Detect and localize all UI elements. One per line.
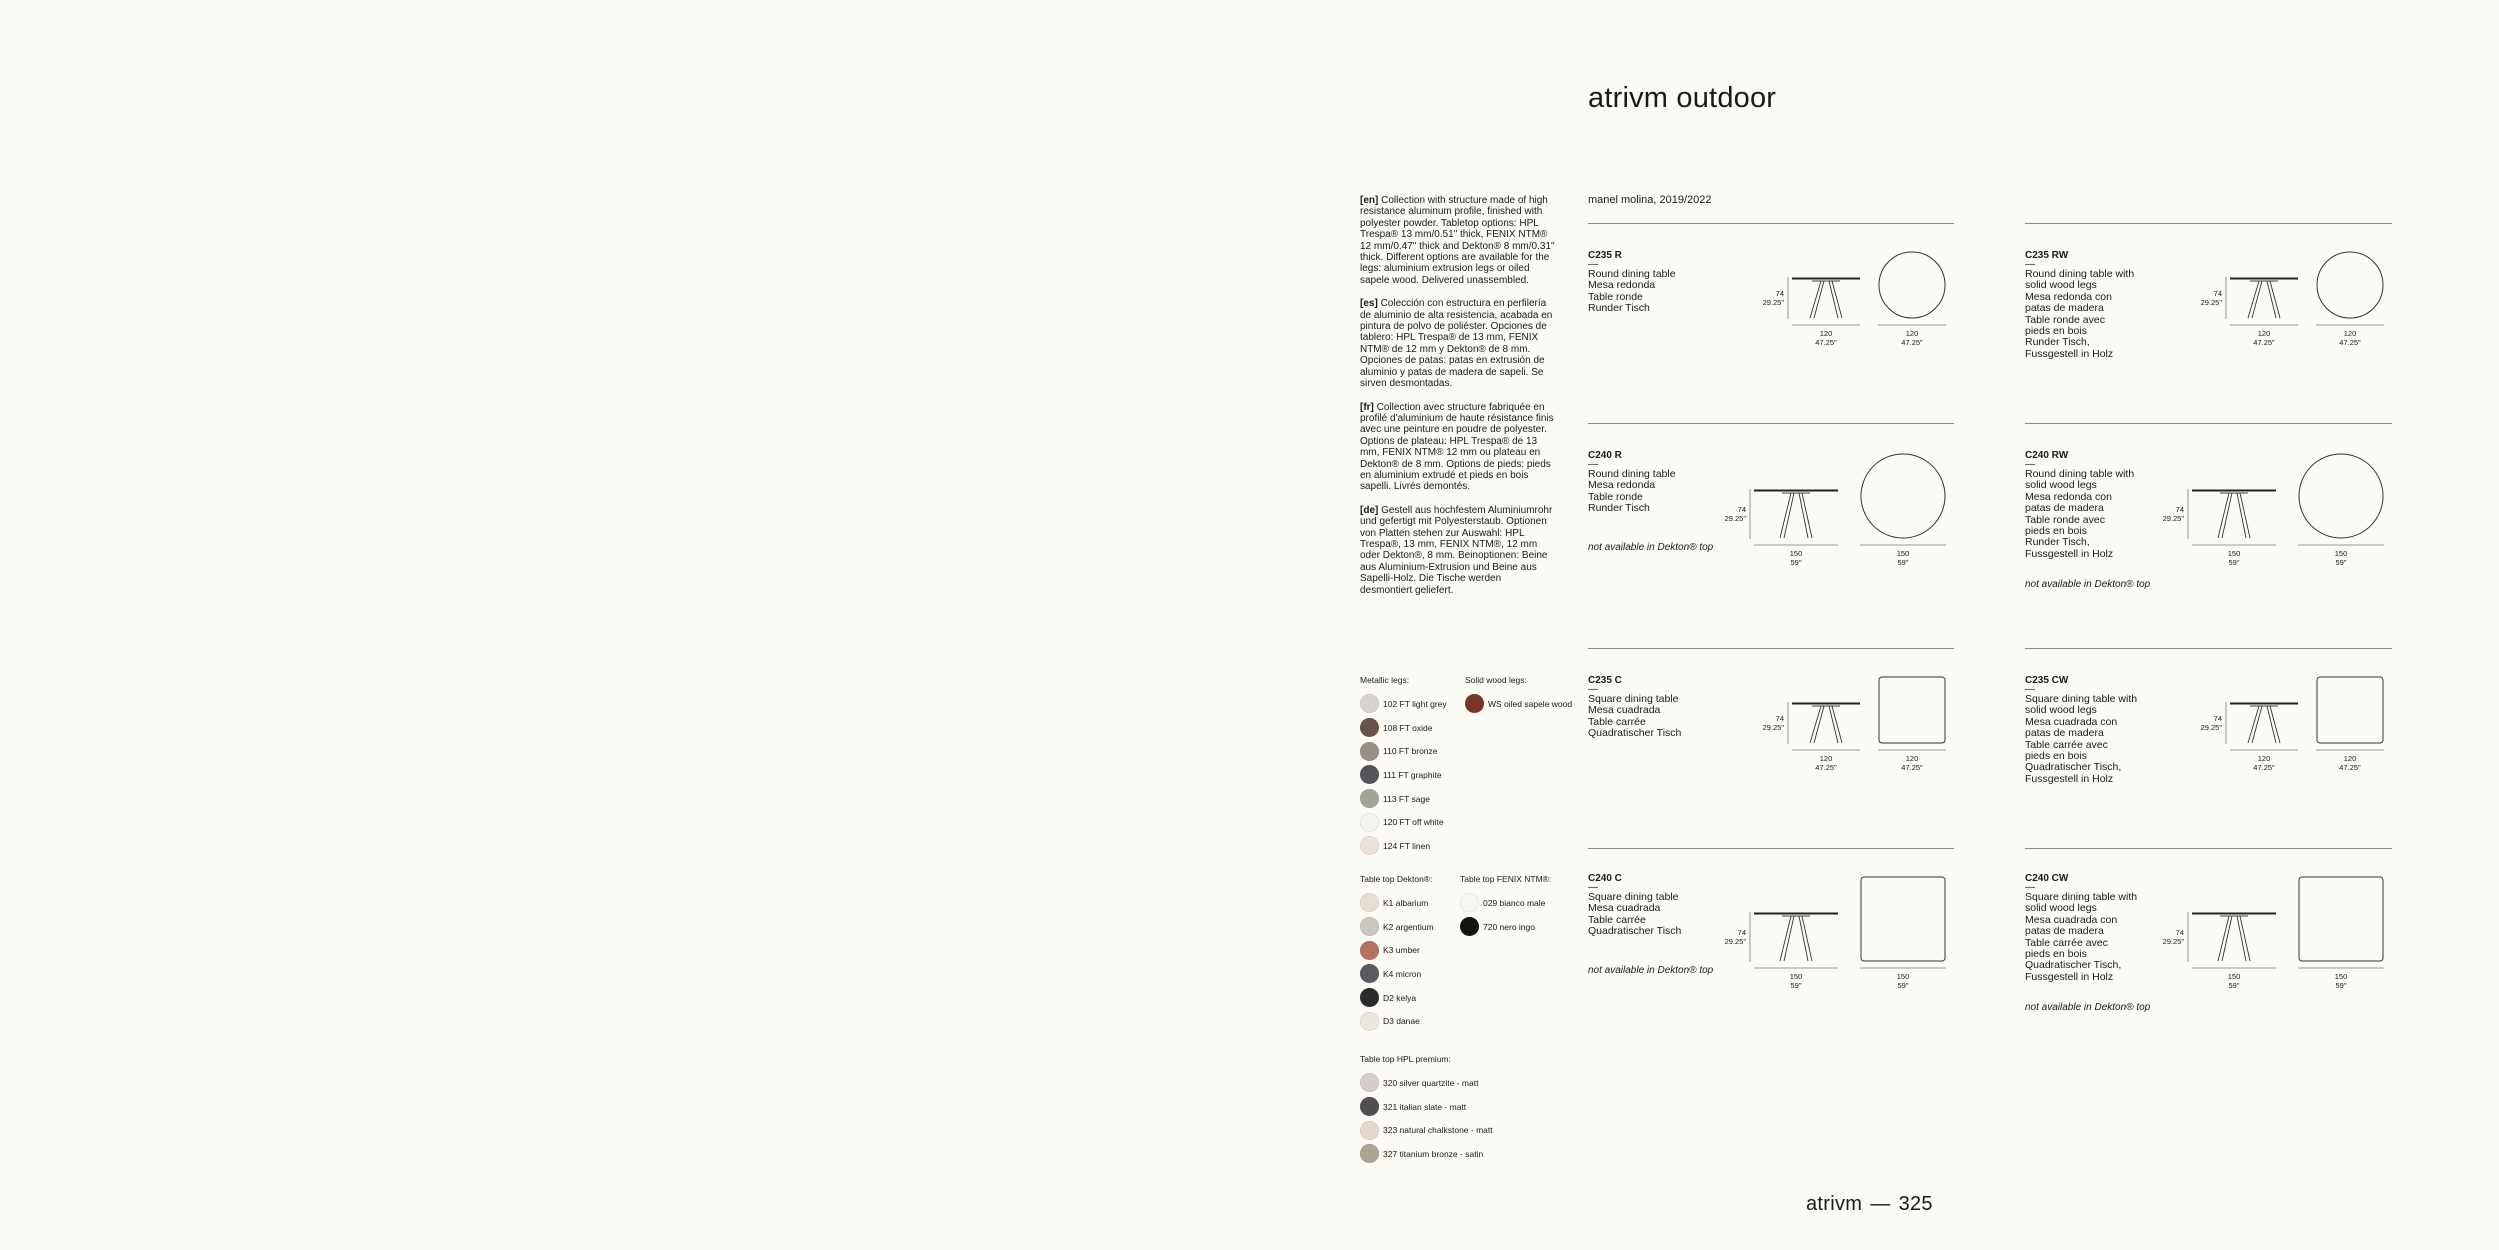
finish-label: K3 umber (1383, 945, 1420, 956)
color-swatch-dot (1360, 917, 1379, 936)
dimension-value: 47.25" (2253, 338, 2275, 347)
product-name-line: Mesa redonda (1588, 479, 1656, 492)
product-dash: — (1588, 459, 1598, 470)
width-marker (2298, 543, 2384, 547)
color-swatch-dot (1360, 694, 1379, 713)
product-name-line: pieds en bois (2025, 525, 2087, 538)
product-name-line: pieds en bois (2025, 948, 2087, 961)
footer-brand: atrivm (1806, 1193, 1863, 1215)
height-marker (1786, 702, 1790, 744)
product-name-line: Quadratischer Tisch (1588, 727, 1682, 740)
product-dash: — (1588, 882, 1598, 893)
dimension-value: 59" (2228, 981, 2240, 990)
availability-note: not available in Dekton® top (1588, 541, 1714, 553)
round-top-view (2316, 251, 2384, 319)
dimension-value: 29.25" (1724, 937, 1746, 946)
width-dimension (2316, 754, 2384, 772)
finish-label: 320 silver quartzite - matt (1383, 1077, 1479, 1088)
height-marker (1786, 277, 1790, 319)
dimension-value: 47.25" (1815, 763, 1837, 772)
product-name-line: Mesa cuadrada con (2025, 913, 2118, 926)
product-dash: — (2025, 882, 2035, 893)
finish-swatch (1360, 1142, 1493, 1166)
finish-group-heading: Table top Dekton®: (1360, 874, 1433, 884)
finish-swatch (1360, 986, 1434, 1010)
dimension-value: 74 (1737, 928, 1746, 937)
product-name-line: Mesa redonda con (2025, 490, 2112, 503)
table-side-view (1754, 912, 1838, 962)
dimension-value: 29.25" (2162, 514, 2184, 523)
color-swatch-dot (1360, 742, 1379, 761)
width-dimension (1792, 329, 1860, 347)
finish-label: 720 nero ingo (1483, 921, 1535, 932)
description-column (1360, 195, 1556, 608)
product-dash: — (2025, 259, 2035, 270)
dimension-value: 150 (1789, 549, 1803, 558)
page-number: 325 (1898, 1193, 1933, 1215)
dimension-value: 29.25" (2200, 723, 2222, 732)
finish-swatch (1465, 692, 1572, 716)
finish-swatch (1360, 716, 1447, 740)
product-names (2025, 892, 2137, 983)
description-fr: [fr] Collection avec structure fabriquée en profilé d'aluminium de haute résistance finis avec une peinture en poudre de polyester. Options de plateau: HPL Trespa® de 13 mm, FENIX NTM® 12 mm ou plateau en Dekton® de 8 mm. Options de pieds: pieds en aluminium extrudé et pieds en bois sapelli. Livrés demontés. (1360, 401, 1554, 493)
finish-label: K1 albarium (1383, 897, 1429, 908)
finish-label: 327 titanium bronze - satin (1383, 1148, 1484, 1159)
product-name-line: Fussgestell in Holz (2025, 347, 2114, 360)
dimension-value: 120 (2343, 329, 2357, 338)
dimension-value: 47.25" (1815, 338, 1837, 347)
dimension-value: 29.25" (1762, 298, 1784, 307)
dimension-value: 74 (2213, 714, 2222, 723)
height-dimension (2192, 289, 2222, 307)
availability-note: not available in Dekton® top (2025, 579, 2151, 591)
finish-group-heading: Table top FENIX NTM®: (1460, 874, 1552, 884)
product-code: C235 C (1588, 675, 1622, 686)
color-swatch-dot (1360, 836, 1379, 855)
page-footer (1806, 1193, 1933, 1216)
dimension-value: 120 (1819, 754, 1833, 763)
product-names (2025, 469, 2134, 560)
product-name-line: Square dining table with (2025, 891, 2138, 903)
color-swatch-dot (1360, 718, 1379, 737)
product-name-line: Table carrée avec (2025, 936, 2108, 949)
finish-swatch (1360, 834, 1447, 858)
finish-label: K2 argentium (1383, 921, 1434, 932)
dimension-value: 29.25" (1762, 723, 1784, 732)
table-side-view (2230, 277, 2298, 319)
dimension-value: 120 (1905, 754, 1919, 763)
table-side-view (2192, 912, 2276, 962)
product-name-line: solid wood legs (2025, 479, 2097, 492)
finish-label: WS oiled sapele wood (1488, 698, 1573, 709)
product-name-line: Round dining table (1588, 468, 1676, 480)
square-top-view (1860, 876, 1946, 962)
finish-group-metallic (1360, 675, 1447, 858)
product-code: C235 R (1588, 250, 1622, 261)
dimension-value: 74 (2175, 505, 2184, 514)
finish-group-wood (1465, 675, 1572, 716)
product-name-line: Mesa cuadrada con (2025, 715, 2118, 728)
width-marker (1878, 748, 1946, 752)
product-names (1588, 892, 1681, 938)
section-divider (2025, 223, 2392, 224)
finish-label: 120 FT off white (1383, 817, 1444, 828)
height-marker (2186, 489, 2190, 539)
finish-label: 102 FT light grey (1383, 698, 1447, 709)
section-divider (2025, 423, 2392, 424)
dimension-value: 150 (2334, 549, 2348, 558)
finish-label: D3 danae (1383, 1016, 1420, 1027)
finish-swatch (1360, 915, 1434, 939)
dimension-value: 74 (1775, 289, 1784, 298)
width-marker (2230, 748, 2298, 752)
product-name-line: solid wood legs (2025, 902, 2097, 915)
finish-swatch (1460, 891, 1551, 915)
height-marker (2224, 702, 2228, 744)
product-name-line: patas de madera (2025, 727, 2104, 740)
color-swatch-dot (1360, 1097, 1379, 1116)
height-dimension (2154, 505, 2184, 523)
finish-swatch (1360, 1095, 1493, 1119)
table-side-view (1792, 277, 1860, 319)
dimension-value: 74 (1737, 505, 1746, 514)
dimension-value: 59" (1897, 558, 1909, 567)
finish-group-hpl (1360, 1054, 1493, 1166)
footer-separator: — (1870, 1193, 1891, 1215)
height-dimension (2154, 928, 2184, 946)
product-name-line: pieds en bois (2025, 325, 2087, 338)
table-side-view (1754, 489, 1838, 539)
product-name-line: Mesa cuadrada (1588, 704, 1661, 717)
dimension-value: 150 (2227, 972, 2241, 981)
section-divider (2025, 848, 2392, 849)
product-code: C240 CW (2025, 873, 2069, 884)
color-swatch-dot (1360, 813, 1379, 832)
product-names (1588, 694, 1681, 740)
width-dimension (1878, 329, 1946, 347)
width-dimension (1860, 549, 1946, 567)
product-name-line: Table ronde avec (2025, 313, 2105, 326)
finish-swatch (1360, 1118, 1493, 1142)
dimension-value: 47.25" (2339, 763, 2361, 772)
product-name-line: Round dining table with (2025, 468, 2135, 480)
product-name-line: Fussgestell in Holz (2025, 970, 2114, 983)
dimension-value: 59" (1790, 558, 1802, 567)
description-en: [en] Collection with structure made of high resistance aluminum profile, finished with polyester powder. Tabletop options: HPL Trespa® 13 mm/0.51" thick, FENIX NTM® 12 mm/0.47" thick and Dekton® 8 mm/0.31" thick. Different options are available for the legs: aluminium extrusion legs or oiled sapele wood. Delivered unassembled. (1360, 195, 1555, 286)
product-code: C235 RW (2025, 250, 2069, 261)
color-swatch-dot (1360, 1073, 1379, 1092)
product-name-line: Fussgestell in Holz (2025, 547, 2114, 560)
product-code: C240 C (1588, 873, 1622, 884)
width-marker (1860, 543, 1946, 547)
dimension-value: 29.25" (2162, 937, 2184, 946)
color-swatch-dot (1360, 941, 1379, 960)
round-top-view (1860, 453, 1946, 539)
dimension-value: 29.25" (2200, 298, 2222, 307)
product-c240-r (1588, 450, 1676, 515)
finish-group-fenix (1460, 874, 1551, 938)
product-dash: — (2025, 459, 2035, 470)
width-dimension (2230, 754, 2298, 772)
page-title: atrivm outdoor (1588, 82, 1777, 114)
dimension-value: 150 (2227, 549, 2241, 558)
height-dimension (1754, 714, 1784, 732)
square-top-view (2316, 676, 2384, 744)
width-marker (2316, 748, 2384, 752)
product-name-line: patas de madera (2025, 302, 2104, 315)
dimension-value: 47.25" (2339, 338, 2361, 347)
finish-label: 111 FT graphite (1383, 769, 1442, 780)
color-swatch-dot (1360, 988, 1379, 1007)
product-name-line: Table ronde (1588, 490, 1643, 503)
width-dimension (1878, 754, 1946, 772)
dimension-value: 74 (1775, 714, 1784, 723)
finish-group-heading: Metallic legs: (1360, 675, 1410, 685)
designer-credit: manel molina, 2019/2022 (1588, 194, 1712, 206)
finish-swatch (1360, 739, 1447, 763)
width-marker (2316, 323, 2384, 327)
dimension-value: 59" (2228, 558, 2240, 567)
dimension-value: 47.25" (1901, 763, 1923, 772)
product-name-line: Table ronde avec (2025, 513, 2105, 526)
finish-group-heading: Solid wood legs: (1465, 675, 1527, 685)
color-swatch-dot (1460, 893, 1479, 912)
product-c235-cw (2025, 675, 2137, 785)
color-swatch-dot (1360, 893, 1379, 912)
height-marker (1748, 489, 1752, 539)
table-side-view (2192, 489, 2276, 539)
finish-swatch (1460, 915, 1551, 939)
product-dash: — (1588, 259, 1598, 270)
round-top-view (2298, 453, 2384, 539)
width-dimension (2192, 549, 2276, 567)
width-dimension (1792, 754, 1860, 772)
height-marker (2224, 277, 2228, 319)
finish-swatch (1360, 938, 1434, 962)
dimension-value: 47.25" (1901, 338, 1923, 347)
finish-group-heading: Table top HPL premium: (1360, 1054, 1451, 1064)
finish-swatch (1360, 891, 1434, 915)
width-dimension (1860, 972, 1946, 990)
height-dimension (1754, 289, 1784, 307)
dimension-value: 150 (1896, 972, 1910, 981)
product-name-line: Square dining table (1588, 693, 1679, 705)
width-marker (2298, 966, 2384, 970)
dimension-value: 150 (1896, 549, 1910, 558)
section-divider (1588, 648, 1954, 649)
dimension-value: 150 (2334, 972, 2348, 981)
width-dimension (2298, 972, 2384, 990)
product-name-line: solid wood legs (2025, 279, 2097, 292)
color-swatch-dot (1360, 1121, 1379, 1140)
finish-label: 110 FT bronze (1383, 746, 1438, 757)
product-name-line: Runder Tisch (1588, 502, 1650, 515)
description-es: [es] Colección con estructura en perfilería de aluminio de alta resistencia, acabada en pintura de polvo de poliéster. Opciones de tablero: HPL Trespa® de 13 mm, FENIX NTM® de 12 mm y Dekton® de 8 mm. Opciones de patas: patas en extrusión de aluminio y patas de madera de sapeli. Se sirven desmontadas. (1360, 298, 1553, 390)
width-dimension (1754, 549, 1838, 567)
product-dash: — (1588, 684, 1598, 695)
product-code: C240 RW (2025, 450, 2069, 461)
width-marker (1860, 966, 1946, 970)
product-names (1588, 269, 1676, 315)
description-de: [de] Gestell aus hochfestem Aluminiumrohr und gefertigt mit Polyesterstaub. Optionen von Platten stehen zur Auswahl: HPL Trespa®, 13 mm, FENIX NTM®, 12 mm oder Dekton®, 8 mm. Beinoptionen: Beine aus Aluminium-Extrusion und Beine aus Sapelli-Holz. Die Tische werden desmontiert geliefert. (1360, 504, 1553, 596)
color-swatch-dot (1460, 917, 1479, 936)
product-name-line: pieds en bois (2025, 750, 2087, 763)
product-name-line: Table carrée avec (2025, 738, 2108, 751)
product-names (2025, 694, 2137, 785)
width-dimension (2298, 549, 2384, 567)
width-dimension (2230, 329, 2298, 347)
color-swatch-dot (1360, 1012, 1379, 1031)
product-name-line: Round dining table (1588, 268, 1676, 280)
product-name-line: Fussgestell in Holz (2025, 772, 2114, 785)
color-swatch-dot (1360, 765, 1379, 784)
finish-swatch (1360, 763, 1447, 787)
dimension-value: 120 (2257, 329, 2271, 338)
product-c240-c (1588, 873, 1681, 938)
height-dimension (2192, 714, 2222, 732)
product-name-line: Quadratischer Tisch, (2025, 761, 2122, 774)
dimension-value: 74 (2213, 289, 2222, 298)
finish-label: 108 FT oxide (1383, 722, 1433, 733)
round-top-view (1878, 251, 1946, 319)
width-dimension (2192, 972, 2276, 990)
product-name-line: Mesa redonda con (2025, 290, 2112, 303)
square-top-view (1878, 676, 1946, 744)
dimension-value: 47.25" (2253, 763, 2275, 772)
dimension-value: 59" (1897, 981, 1909, 990)
product-name-line: Runder Tisch, (2025, 536, 2090, 549)
width-marker (1754, 543, 1838, 547)
dimension-value: 150 (1789, 972, 1803, 981)
dimension-value: 59" (2335, 558, 2347, 567)
product-c235-r (1588, 250, 1676, 315)
finish-label: D2 kelya (1383, 992, 1417, 1003)
height-dimension (1716, 505, 1746, 523)
product-name-line: Round dining table with (2025, 268, 2135, 280)
product-name-line: Table ronde (1588, 290, 1643, 303)
height-dimension (1716, 928, 1746, 946)
width-marker (1792, 748, 1860, 752)
width-marker (2192, 966, 2276, 970)
product-name-line: Quadratischer Tisch (1588, 925, 1682, 938)
finish-label: 321 italian slate - matt (1383, 1101, 1467, 1112)
finish-swatch (1360, 1009, 1434, 1033)
availability-note: not available in Dekton® top (1588, 964, 1714, 976)
width-marker (2230, 323, 2298, 327)
finish-swatch (1360, 810, 1447, 834)
color-swatch-dot (1360, 1144, 1379, 1163)
dimension-value: 59" (1790, 981, 1802, 990)
dimension-value: 59" (2335, 981, 2347, 990)
dimension-value: 120 (1905, 329, 1919, 338)
height-marker (1748, 912, 1752, 962)
color-swatch-dot (1360, 964, 1379, 983)
product-name-line: patas de madera (2025, 502, 2104, 515)
product-code: C235 CW (2025, 675, 2069, 686)
product-c235-c (1588, 675, 1681, 740)
dimension-value: 120 (2343, 754, 2357, 763)
section-divider (2025, 648, 2392, 649)
product-name-line: Table carrée (1588, 913, 1646, 926)
width-dimension (2316, 329, 2384, 347)
finish-label: K4 micron (1383, 968, 1422, 979)
finish-swatch (1360, 692, 1447, 716)
color-swatch-dot (1465, 694, 1484, 713)
product-name-line: patas de madera (2025, 925, 2104, 938)
product-name-line: Square dining table (1588, 891, 1679, 903)
width-marker (2192, 543, 2276, 547)
product-name-line: Square dining table with (2025, 693, 2138, 705)
finish-swatch (1360, 962, 1434, 986)
section-divider (1588, 423, 1954, 424)
finish-swatch (1360, 787, 1447, 811)
product-c235-rw (2025, 250, 2134, 360)
product-dash: — (2025, 684, 2035, 695)
finish-label: 124 FT linen (1383, 840, 1431, 851)
product-name-line: solid wood legs (2025, 704, 2097, 717)
product-names (1588, 469, 1676, 515)
product-names (2025, 269, 2134, 360)
width-marker (1878, 323, 1946, 327)
product-name-line: Table carrée (1588, 715, 1646, 728)
section-divider (1588, 848, 1954, 849)
dimension-value: 120 (2257, 754, 2271, 763)
color-swatch-dot (1360, 789, 1379, 808)
product-name-line: Runder Tisch, (2025, 336, 2090, 349)
width-dimension (1754, 972, 1838, 990)
width-marker (1754, 966, 1838, 970)
height-marker (2186, 912, 2190, 962)
product-name-line: Mesa cuadrada (1588, 902, 1661, 915)
table-side-view (1792, 702, 1860, 744)
finish-label: 323 natural chalkstone - matt (1383, 1125, 1493, 1136)
width-marker (1792, 323, 1860, 327)
product-c240-rw (2025, 450, 2134, 560)
finish-group-dekton (1360, 874, 1434, 1033)
finish-label: 029 bianco male (1483, 897, 1546, 908)
product-c240-cw (2025, 873, 2137, 983)
product-name-line: Quadratischer Tisch, (2025, 959, 2122, 972)
product-code: C240 R (1588, 450, 1622, 461)
dimension-value: 29.25" (1724, 514, 1746, 523)
availability-note: not available in Dekton® top (2025, 1002, 2151, 1014)
dimension-value: 74 (2175, 928, 2184, 937)
product-name-line: Runder Tisch (1588, 302, 1650, 315)
product-name-line: Mesa redonda (1588, 279, 1656, 292)
square-top-view (2298, 876, 2384, 962)
dimension-value: 120 (1819, 329, 1833, 338)
table-side-view (2230, 702, 2298, 744)
section-divider (1588, 223, 1954, 224)
finish-label: 113 FT sage (1383, 793, 1430, 804)
finish-swatch (1360, 1071, 1493, 1095)
